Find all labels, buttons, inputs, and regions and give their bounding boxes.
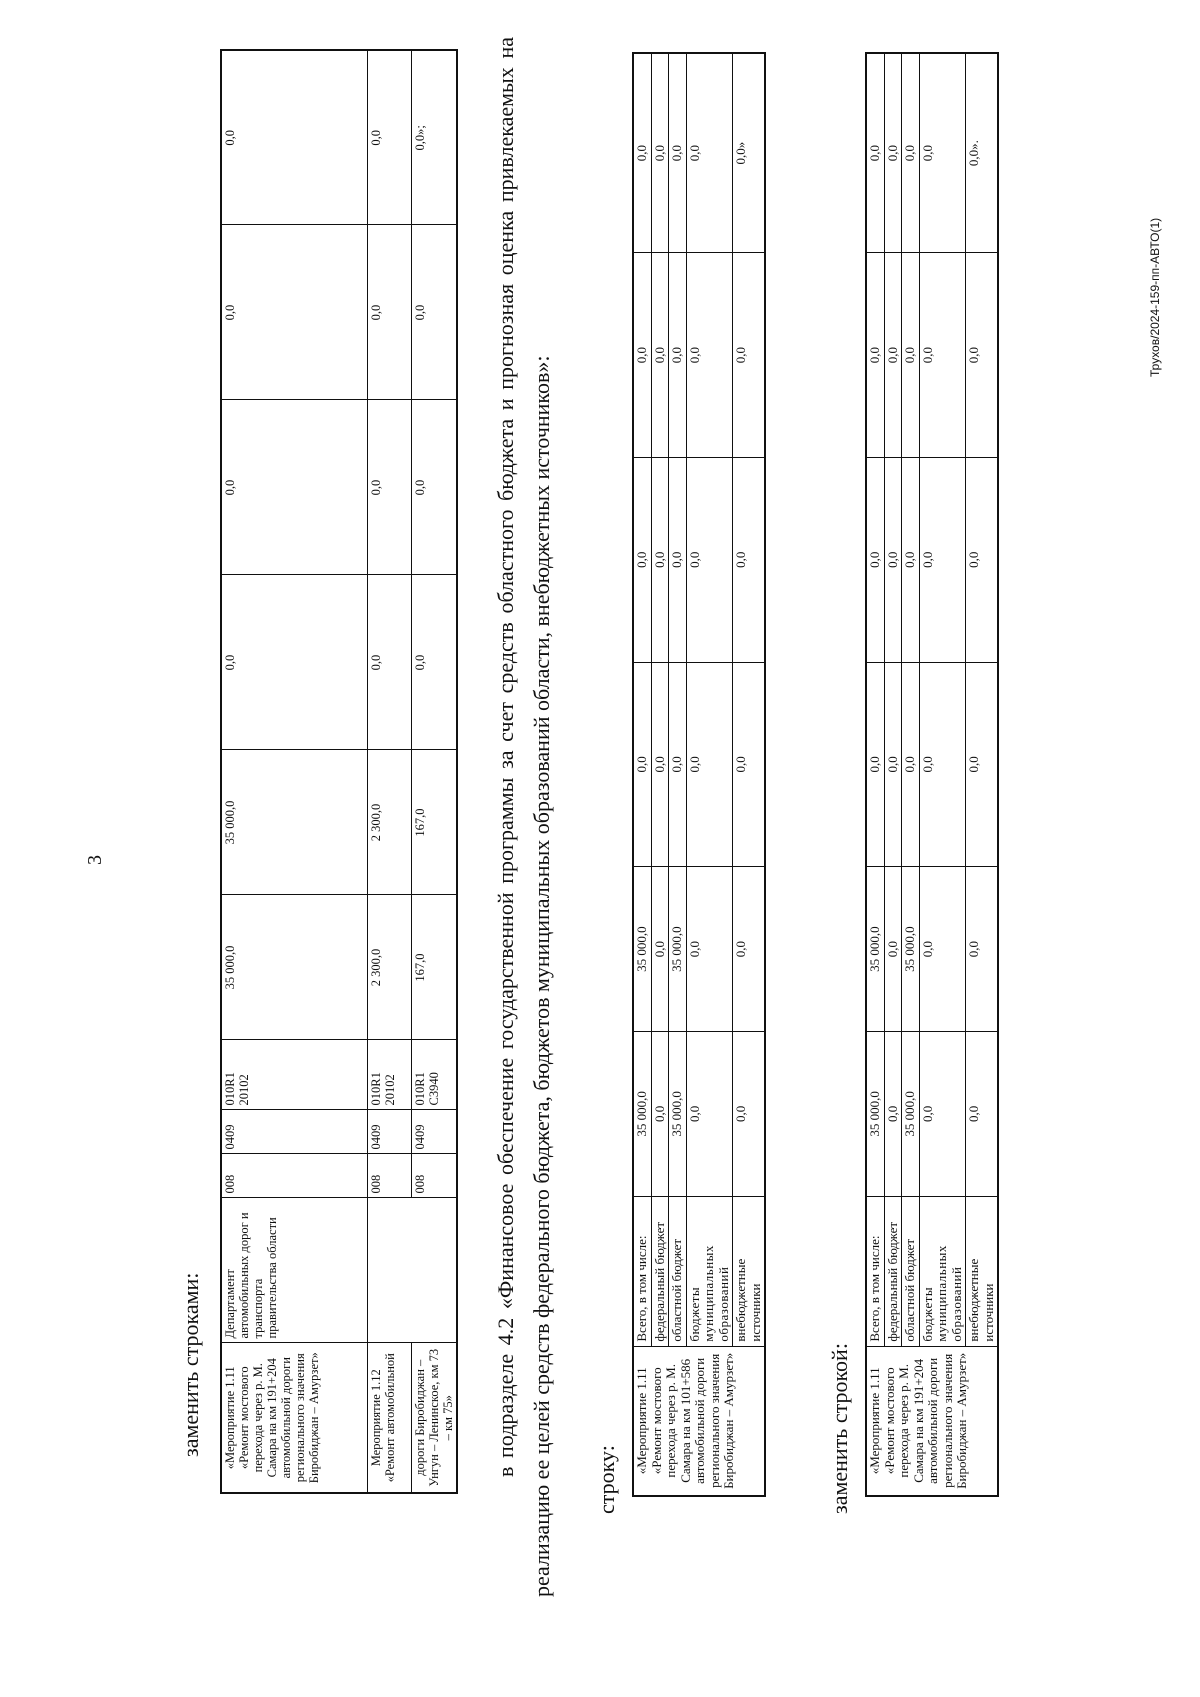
value-cell: 35 000,0 [633, 867, 651, 1032]
value-cell: 0,0 [733, 1031, 766, 1196]
value-cell: 0,0 [651, 662, 669, 867]
value-cell: 0,0 [633, 457, 651, 662]
target-article-code: 010R1 20102 [221, 1040, 367, 1110]
value-cell: 35 000,0 [902, 1031, 920, 1196]
value-cell: 0,0 [866, 53, 884, 253]
funding-source-label: Всего, в том числе: [866, 1196, 884, 1346]
value-cell: 0,0 [686, 867, 733, 1032]
value-cell: 0,0 [651, 1031, 669, 1196]
value-cell: 0,0 [633, 53, 651, 253]
value-cell: 0,0 [221, 50, 367, 225]
document-code-footer: Трухов/2024-159-пп-АВТО(1) [1148, 217, 1162, 377]
value-cell: 0,0 [966, 662, 999, 867]
value-cell: 0,0 [919, 53, 966, 253]
table-row [633, 53, 651, 1496]
value-cell: 0,0 [966, 1031, 999, 1196]
value-cell: 0,0 [902, 253, 920, 458]
intro-replace-rows: заменить строками: [178, 1272, 203, 1457]
funding-source-label: областной бюджет [902, 1196, 920, 1346]
target-article-code: 010R1 С3940 [411, 1040, 457, 1110]
funding-source-label: внебюджетные источники [966, 1196, 999, 1346]
table-row [669, 53, 687, 1496]
value-cell: 0,0» [733, 53, 766, 253]
value-cell: 0,0 [221, 575, 367, 750]
table-replacement-rows [220, 49, 458, 1494]
value-cell: 0,0 [966, 253, 999, 458]
value-cell: 0,0 [966, 457, 999, 662]
value-cell: 0,0 [651, 253, 669, 458]
table-old-row [632, 52, 766, 1497]
value-cell: 0,0 [902, 662, 920, 867]
value-cell: 0,0 [919, 1031, 966, 1196]
table-row [966, 53, 999, 1496]
value-cell: 0,0 [411, 575, 457, 750]
value-cell: 35 000,0 [633, 1031, 651, 1196]
value-cell: 0,0 [919, 253, 966, 458]
executor [367, 1198, 457, 1343]
value-cell: 0,0 [411, 400, 457, 575]
table-row [884, 53, 902, 1496]
page-number: 3 [84, 855, 106, 865]
intro-replace-row: заменить строкой: [827, 1343, 852, 1514]
value-cell: 0,0 [686, 457, 733, 662]
value-cell: 35 000,0 [866, 867, 884, 1032]
measure-name: «Мероприятие 1.11 «Ремонт мостового перехода через р. М. Самара на км 191+204 автомобильной дороги регионального значения Биробиджан – Амурзет» [221, 1343, 367, 1493]
value-cell: 0,0 [902, 457, 920, 662]
value-cell: 0,0 [367, 50, 411, 225]
value-cell: 0,0 [884, 457, 902, 662]
value-cell: 0,0 [866, 253, 884, 458]
target-article-code: 010R1 20102 [367, 1040, 411, 1110]
value-cell: 0,0 [633, 662, 651, 867]
measure-name: «Мероприятие 1.11 «Ремонт мостового перехода через р. М. Самара на км 191+204 автомобильной дороги регионального значения Биробиджан – Амурзет» [866, 1346, 998, 1496]
value-cell: 0,0 [902, 53, 920, 253]
table-row [367, 50, 411, 1493]
amendment-paragraph [488, 37, 560, 1597]
value-cell: 0,0 [669, 662, 687, 867]
section-code: 0409 [221, 1110, 367, 1154]
table-row [686, 53, 733, 1496]
table-row [733, 53, 766, 1496]
table-row [919, 53, 966, 1496]
table-row [902, 53, 920, 1496]
table-new-row [865, 52, 999, 1497]
funding-source-label: бюджеты муниципальных образований [919, 1196, 966, 1346]
executor: Департамент автомобильных дорог и транспорта правительства области [221, 1198, 367, 1343]
value-cell: 0,0 [221, 400, 367, 575]
funding-source-label: федеральный бюджет [651, 1196, 669, 1346]
value-cell: 35 000,0 [221, 895, 367, 1040]
section-code: 0409 [411, 1110, 457, 1154]
value-cell: 0,0 [884, 253, 902, 458]
value-cell: 0,0 [686, 662, 733, 867]
value-cell: 0,0». [966, 53, 999, 253]
value-cell: 0,0 [633, 253, 651, 458]
value-cell: 167,0 [411, 895, 457, 1040]
value-cell: 35 000,0 [669, 867, 687, 1032]
value-cell: 0,0 [884, 1031, 902, 1196]
measure-name: дороги Биробиджан – Унгун – Ленинское, км 73 – км 75» [411, 1343, 457, 1493]
value-cell: 0,0 [367, 225, 411, 400]
grbs-code: 008 [411, 1154, 457, 1198]
value-cell: 0,0 [733, 457, 766, 662]
value-cell: 0,0 [733, 253, 766, 458]
value-cell: 35 000,0 [221, 750, 367, 895]
funding-source-label: федеральный бюджет [884, 1196, 902, 1346]
intro-row: строку: [594, 1445, 619, 1514]
table-row [221, 50, 367, 1493]
funding-source-label: внебюджетные источники [733, 1196, 766, 1346]
grbs-code: 008 [221, 1154, 367, 1198]
funding-source-label: Всего, в том числе: [633, 1196, 651, 1346]
value-cell: 0,0 [686, 253, 733, 458]
value-cell: 0,0 [884, 662, 902, 867]
paragraph-text: в подразделе 4.2 «Финансовое обеспечение государственной программы за счет средств областного бюджета и прогнозная оценка привлекаемых на реализацию ее целей средств федерального бюджета, бюджетов муниципальных образований области, внебюджетных источников»: [493, 37, 554, 1597]
section-code: 0409 [367, 1110, 411, 1154]
value-cell: 35 000,0 [669, 1031, 687, 1196]
value-cell: 35 000,0 [866, 1031, 884, 1196]
measure-name: «Мероприятие 1.11 «Ремонт мостового перехода через р. М. Самара на км 101+586 автомобильной дороги регионального значения Биробиджан – Амурзет» [633, 1346, 765, 1496]
value-cell: 0,0 [367, 400, 411, 575]
value-cell: 0,0 [686, 53, 733, 253]
value-cell: 0,0 [651, 53, 669, 253]
value-cell: 0,0 [919, 662, 966, 867]
funding-source-label: областной бюджет [669, 1196, 687, 1346]
grbs-code: 008 [367, 1154, 411, 1198]
value-cell: 0,0 [866, 662, 884, 867]
funding-source-label: бюджеты муниципальных образований [686, 1196, 733, 1346]
value-cell: 0,0 [919, 457, 966, 662]
value-cell: 0,0 [919, 867, 966, 1032]
value-cell: 0,0 [411, 225, 457, 400]
value-cell: 2 300,0 [367, 750, 411, 895]
value-cell: 0,0 [966, 867, 999, 1032]
table-row [651, 53, 669, 1496]
value-cell: 0,0»; [411, 50, 457, 225]
value-cell: 0,0 [651, 457, 669, 662]
value-cell: 0,0 [669, 457, 687, 662]
value-cell: 2 300,0 [367, 895, 411, 1040]
value-cell: 0,0 [221, 225, 367, 400]
table-row [866, 53, 884, 1496]
value-cell: 167,0 [411, 750, 457, 895]
value-cell: 0,0 [669, 53, 687, 253]
value-cell: 0,0 [884, 867, 902, 1032]
value-cell: 35 000,0 [902, 867, 920, 1032]
value-cell: 0,0 [686, 1031, 733, 1196]
value-cell: 0,0 [367, 575, 411, 750]
value-cell: 0,0 [733, 867, 766, 1032]
value-cell: 0,0 [651, 867, 669, 1032]
value-cell: 0,0 [884, 53, 902, 253]
value-cell: 0,0 [669, 253, 687, 458]
value-cell: 0,0 [866, 457, 884, 662]
measure-name: Мероприятие 1.12 «Ремонт автомобильной [367, 1343, 411, 1493]
value-cell: 0,0 [733, 662, 766, 867]
